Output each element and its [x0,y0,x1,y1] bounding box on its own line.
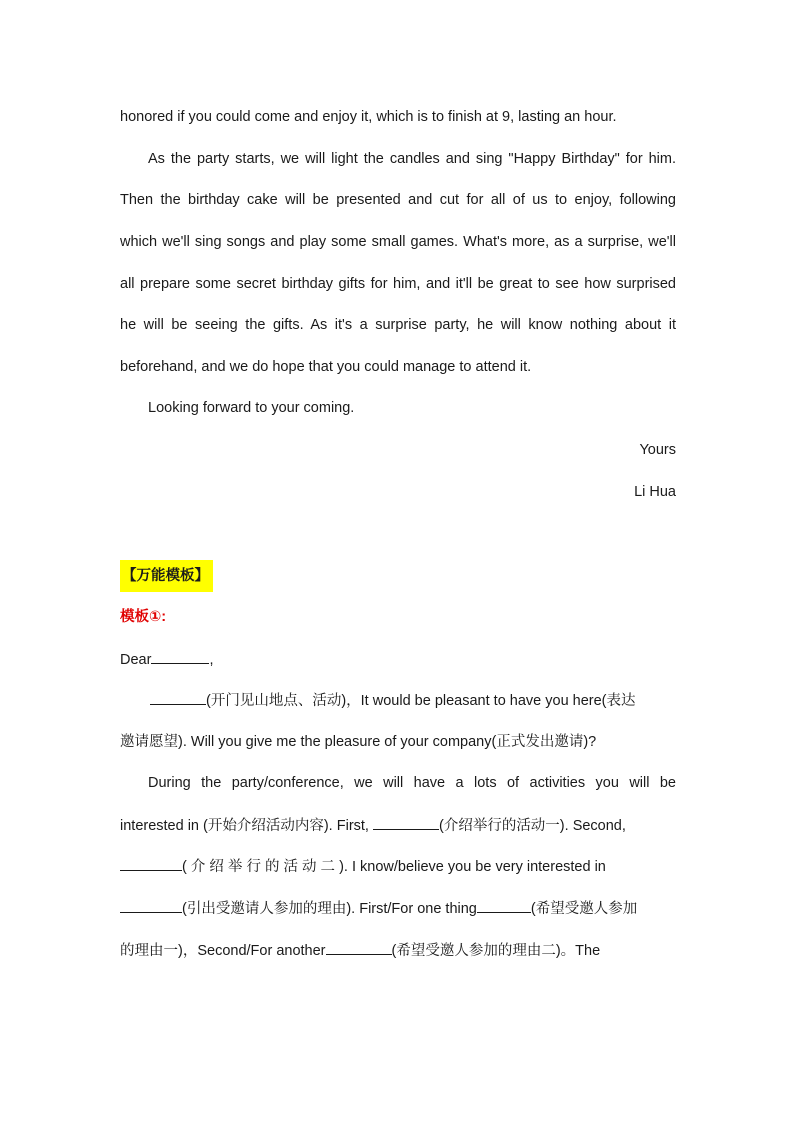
letter-line-8: Looking forward to your coming. [148,400,355,416]
template-heading: 【万能模板】 [120,560,213,592]
template-heading-row [120,566,676,586]
template-line-1 [120,690,676,711]
blank-reason-2 [326,940,392,955]
template-line-7 [120,940,676,961]
letter-line-2: As the party starts, we will light the candles and sing "Happy Birthday" for him. [148,151,676,167]
dear-label: Dear [120,652,152,668]
template-line-4-text-a: interested in (开始介绍活动内容). First, [120,818,369,834]
template-line-7-text-a: 的理由一)，Second/For another [120,943,326,959]
letter-line-5: all prepare some secret birthday gifts for him, and it'll be great to see how surprised [120,276,676,292]
template-subheading: 模板①: [120,609,167,625]
letter-closing: Yours [639,442,676,458]
blank-reason-1 [477,898,531,913]
dear-comma: , [209,652,214,668]
letter-line-3: Then the birthday cake will be presented and cut for all of us to enjoy, following [120,192,676,208]
template-dear-line [120,649,676,670]
template-line-4 [120,815,676,836]
template-line-4-text-b: (介绍举行的活动一). Second, [438,818,626,834]
template-line-1-text: (开门见山地点、活动)，It would be pleasant to have you here(表达 [206,693,636,709]
template-line-6-text-b: (引出受邀请人参加的理由). First/For one thing [182,901,477,917]
blank-name [151,649,209,664]
letter-line-4: which we'll sing songs and play some small games. What's more, as a surprise, we'll [120,234,676,250]
template-line-6-text-c: (希望受邀人参加 [530,901,638,917]
letter-line-1: honored if you could come and enjoy it, which is to finish at 9, lasting an hour. [120,109,617,125]
template-line-6 [120,898,676,919]
blank-place-activity [150,690,206,705]
blank-activity-2 [120,856,182,871]
template-line-7-text-b: (希望受邀人参加的理由二)。The [391,943,601,959]
template-line-3: During the party/conference, we will have a lots of activities you will be [148,775,676,791]
letter-signature: Li Hua [634,484,676,500]
template-line-5 [120,856,676,877]
template-line-2: 邀请愿望). Will you give me the pleasure of your company(正式发出邀请)? [120,734,597,750]
letter-line-7: beforehand, and we do hope that you could manage to attend it. [120,359,532,375]
letter-line-6: he will be seeing the gifts. As it's a surprise party, he will know nothing about it [120,317,676,333]
template-line-5-text: ( 介 绍 举 行 的 活 动 二 ). I know/believe you be very interested in [182,859,606,875]
blank-activity-1 [373,815,439,830]
blank-reason-intro [120,898,182,913]
